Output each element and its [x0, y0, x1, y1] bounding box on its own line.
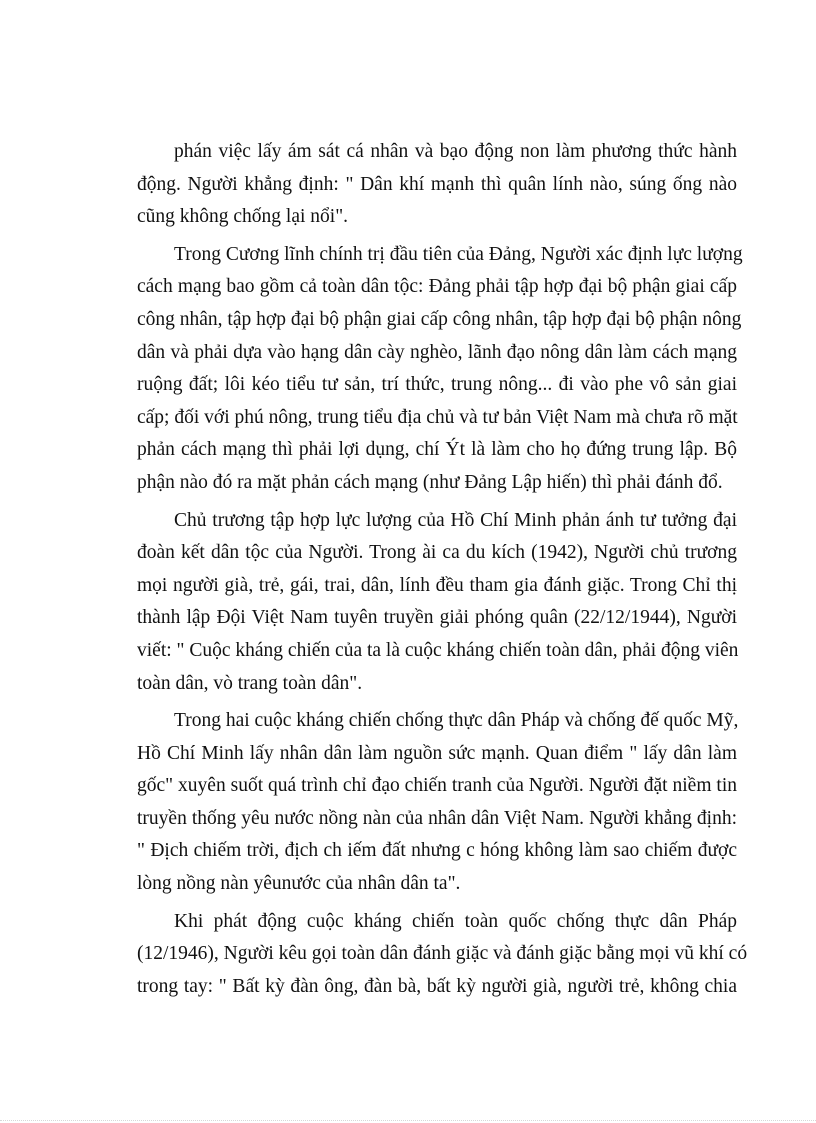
text-line: lòng nồng nàn yêunước của nhân dân ta".	[137, 873, 461, 895]
paragraph-3	[137, 505, 737, 701]
text-line: phận nào đó ra mặt phản cách mạng (như Đảng Lập hiến) thì phải đánh đổ.	[137, 471, 723, 493]
text-line: mọi người già, trẻ, gái, trai, dân, lính đều tham gia đánh giặc. Trong Chỉ thị	[137, 574, 737, 596]
text-line: động. Người khẳng định: " Dân khí mạnh thì quân lính nào, súng ống nào	[137, 173, 737, 195]
text-line: ruộng đất; lôi kéo tiểu tư sản, trí thức, trung nông... đi vào phe vô sản giai	[137, 374, 737, 396]
page-bottom-divider	[0, 1120, 816, 1121]
text-line: (12/1946), Người kêu gọi toàn dân đánh giặc và đánh giặc bằng mọi vũ khí có	[137, 943, 748, 965]
text-line: cũng không chống lại nổi".	[137, 206, 349, 228]
paragraph-5	[137, 906, 748, 1004]
text-line: phản cách mạng thì phải lợi dụng, chí Ýt là làm cho họ đứng trung lập. Bộ	[137, 439, 737, 461]
text-line: phán việc lấy ám sát cá nhân và bạo động non làm phương thức hành	[174, 141, 737, 162]
text-line: gốc" xuyên suốt quá trình chỉ đạo chiến tranh của Người. Người đặt niềm tin	[137, 775, 737, 797]
text-line: " Địch chiếm trời, địch ch iếm đất nhưng c hóng không làm sao chiếm được	[137, 840, 737, 862]
paragraph-1	[137, 136, 737, 234]
text-line: đoàn kết dân tộc của Người. Trong ài ca du kích (1942), Người chủ trương	[137, 542, 737, 564]
document-body	[137, 136, 748, 1008]
text-line: Khi phát động cuộc kháng chiến toàn quốc chống thực dân Pháp	[174, 910, 737, 932]
text-line: Trong Cương lĩnh chính trị đầu tiên của Đảng, Người xác định lực lượng	[174, 243, 743, 265]
text-line: Trong hai cuộc kháng chiến chống thực dân Pháp và chống đế quốc Mỹ,	[174, 710, 739, 732]
text-line: cấp; đối với phú nông, trung tiểu địa chủ và tư bản Việt Nam mà chưa rõ mặt	[137, 406, 738, 428]
text-line: Hồ Chí Minh lấy nhân dân làm nguồn sức mạnh. Quan điểm " lấy dân làm	[137, 742, 737, 764]
text-line: cách mạng bao gồm cả toàn dân tộc: Đảng phải tập hợp đại bộ phận giai cấp	[137, 276, 737, 298]
text-line: toàn dân, vò trang toàn dân".	[137, 672, 363, 694]
text-line: dân và phải dựa vào hạng dân cày nghèo, lãnh đạo nông dân làm cách mạng	[137, 341, 737, 363]
text-line: viết: " Cuộc kháng chiến của ta là cuộc kháng chiến toàn dân, phải động viên	[137, 639, 739, 661]
paragraph-2	[137, 239, 743, 500]
text-line: công nhân, tập hợp đại bộ phận giai cấp công nhân, tập hợp đại bộ phận nông	[137, 308, 742, 330]
text-line: trong tay: " Bất kỳ đàn ông, đàn bà, bất kỳ người già, người trẻ, không chia	[137, 975, 737, 997]
paragraph-4	[137, 705, 737, 901]
text-line: truyền thống yêu nước nồng nàn của nhân dân Việt Nam. Người khẳng định:	[137, 807, 737, 829]
text-line: Chủ trương tập hợp lực lượng của Hồ Chí Minh phản ánh tư tưởng đại	[174, 509, 737, 531]
text-line: thành lập Đội Việt Nam tuyên truyền giải phóng quân (22/12/1944), Người	[137, 607, 737, 629]
